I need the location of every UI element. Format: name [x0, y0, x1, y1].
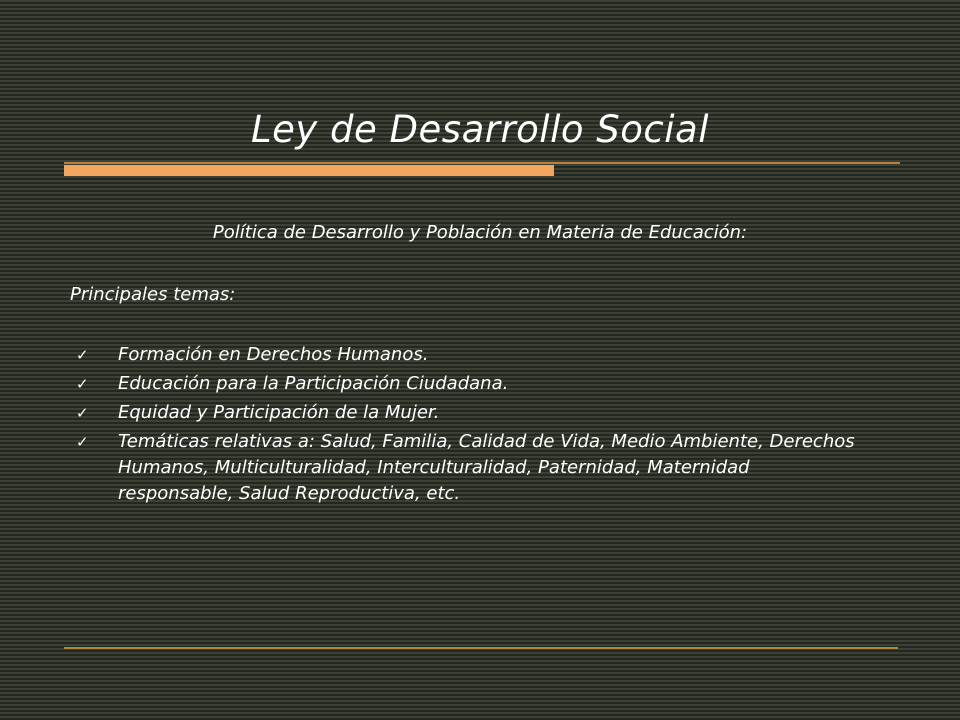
topic-text: Equidad y Participación de la Mujer.	[118, 402, 440, 423]
topic-item	[70, 371, 870, 397]
topic-item	[70, 342, 870, 368]
section-heading: Principales temas:	[70, 284, 236, 305]
title-divider-thin	[64, 162, 900, 164]
title-divider-accent	[64, 165, 554, 176]
topic-item	[70, 429, 870, 507]
topic-item	[70, 400, 870, 426]
footer-divider	[64, 647, 898, 649]
topic-text: Educación para la Participación Ciudadana.	[118, 373, 509, 394]
topic-text: Formación en Derechos Humanos.	[118, 344, 429, 365]
slide-subtitle: Política de Desarrollo y Población en Materia de Educación:	[212, 222, 748, 243]
checkmark-icon: ✓	[76, 433, 89, 451]
checkmark-icon: ✓	[76, 346, 89, 364]
checkmark-icon: ✓	[76, 375, 89, 393]
topic-list	[70, 342, 870, 510]
slide-title: Ley de Desarrollo Social	[251, 108, 709, 151]
topic-text: Temáticas relativas a: Salud, Familia, Calidad de Vida, Medio Ambiente, Derechos Humanos, Multiculturalidad, Interculturalidad, Paternidad, Maternidad responsable, Salud Reproductiva, etc.	[118, 431, 855, 504]
checkmark-icon: ✓	[76, 404, 89, 422]
